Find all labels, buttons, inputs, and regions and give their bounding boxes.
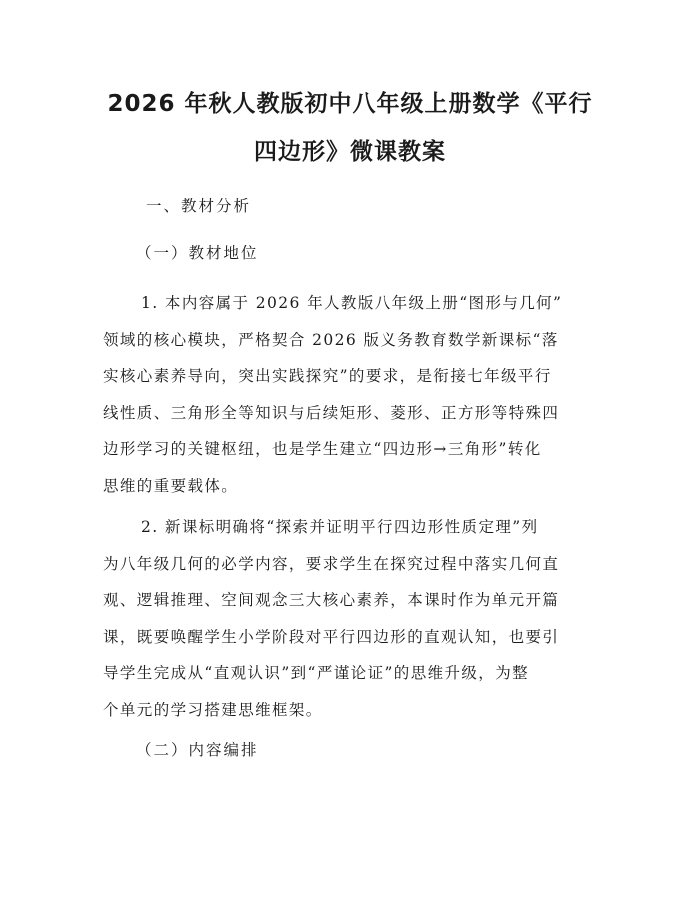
subsection-heading-material-status: （一）教材地位 (136, 244, 259, 262)
paragraph-2-line: 2. 新课标明确将“探索并证明平行四边形性质定理”列 (141, 518, 539, 536)
paragraph-2 (103, 509, 603, 728)
paragraph-1-line: 实核心素养导向，突出实践探究”的要求，是衔接七年级平行 (103, 367, 552, 385)
paragraph-2-line: 个单元的学习搭建思维框架。 (103, 700, 323, 719)
paragraph-2-line: 课，既要唤醒学生小学阶段对平行四边形的直观认知，也要引 (103, 627, 560, 646)
paragraph-2-line: 为八年级几何的必学内容，要求学生在探究过程中落实几何直 (103, 554, 560, 573)
paragraph-2-line: 导学生完成从“直观认识”到“严谨论证”的思维升级，为整 (103, 664, 529, 682)
paragraph-1-line: 思维的重要载体。 (103, 476, 239, 495)
document-title-line-1: 2026 年秋人教版初中八年级上册数学《平行 (107, 91, 593, 117)
paragraph-2-line: 观、逻辑推理、空间观念三大核心素养，本课时作为单元开篇 (103, 591, 560, 609)
paragraph-1-line: 边形学习的关键枢纽，也是学生建立“四边形→三角形”转化 (103, 440, 542, 458)
section-heading-material-analysis: 一、教材分析 (146, 197, 252, 215)
paragraph-1-line: 线性质、三角形全等知识与后续矩形、菱形、正方形等特殊四 (103, 403, 560, 422)
subsection-heading-content-arrangement: （二）内容编排 (136, 741, 259, 759)
paragraph-1-line: 领域的核心模块，严格契合 2026 版义务教育数学新课标“落 (103, 330, 559, 349)
document-title-line-2: 四边形》微课教案 (254, 139, 446, 165)
paragraph-1 (103, 285, 603, 504)
paragraph-1-line: 1. 本内容属于 2026 年人教版八年级上册“图形与几何” (141, 294, 563, 312)
